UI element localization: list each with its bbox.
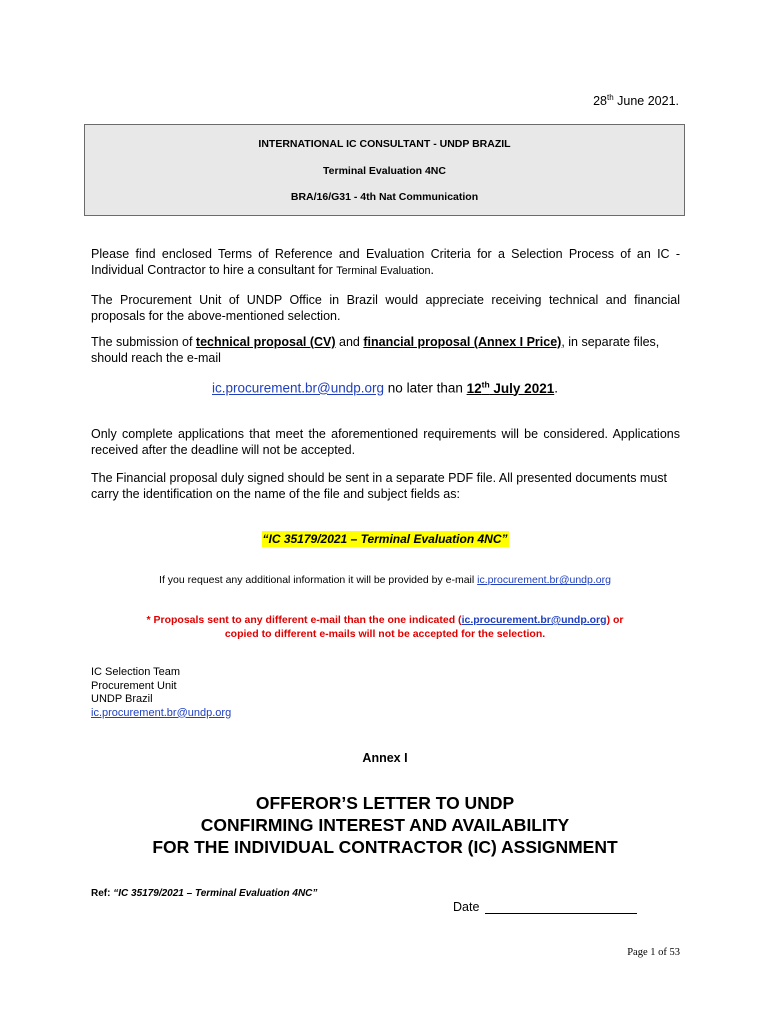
title-line-1: OFFEROR’S LETTER TO UNDP — [255, 793, 515, 813]
deadline-day: 12 — [466, 380, 482, 396]
header-subtitle: Terminal Evaluation 4NC — [323, 165, 446, 177]
warning-end: ) or — [606, 614, 624, 626]
date-field-label: Date — [453, 900, 480, 914]
date-blank-line[interactable] — [485, 900, 637, 914]
deadline-suffix: th — [481, 379, 490, 389]
signature-unit: Procurement Unit — [91, 679, 177, 692]
date-suffix: th — [606, 93, 614, 102]
date-rest: June 2021. — [613, 94, 679, 109]
deadline-date — [467, 381, 555, 396]
info-email-link[interactable]: ic.procurement.br@undp.org — [477, 574, 611, 586]
date-field — [453, 900, 637, 914]
info-line — [0, 574, 770, 586]
warning-line-1 — [0, 613, 770, 627]
submission-paragraph — [91, 334, 680, 366]
header-project: BRA/16/G31 - 4th Nat Communication — [290, 191, 479, 203]
identification-line — [0, 530, 770, 548]
procurement-email-link[interactable]: ic.procurement.br@undp.org — [212, 380, 385, 396]
intro-paragraph — [91, 246, 680, 279]
letter-date — [593, 93, 679, 108]
page-number: Page 1 of 53 — [627, 947, 680, 958]
signature-team: IC Selection Team — [91, 666, 181, 678]
header-title: INTERNATIONAL IC CONSULTANT - UNDP BRAZIL — [258, 138, 511, 150]
signature-block — [91, 666, 231, 720]
submission-start: The submission of — [91, 335, 196, 349]
applications-paragraph: Only complete applications that meet the aforementioned requirements will be considered. Applications received after the deadline will not be accepted. — [91, 427, 680, 457]
intro-end: . — [430, 263, 434, 277]
submission-and: and — [335, 335, 364, 349]
technical-proposal-label: technical proposal (CV) — [195, 335, 336, 349]
intro-text: Please find enclosed Terms of Reference and Evaluation Criteria for a Selection Process of an IC - Individual Contractor to hire a consultant for — [91, 247, 680, 277]
deadline-mid: no later than — [384, 380, 467, 396]
reference-value: “IC 35179/2021 – Terminal Evaluation 4NC” — [113, 888, 318, 899]
warning-start: * Proposals sent to any different e-mail than the one indicated ( — [146, 614, 462, 626]
header-box — [84, 124, 685, 216]
reference-line — [91, 888, 317, 899]
reference-label: Ref: — [91, 888, 114, 899]
warning-line-2: copied to different e-mails will not be accepted for the selection. — [224, 628, 546, 640]
warning-email-link[interactable]: ic.procurement.br@undp.org — [461, 614, 607, 626]
date-day: 28 — [593, 94, 607, 109]
signature-office: UNDP Brazil — [91, 693, 153, 705]
procurement-paragraph: The Procurement Unit of UNDP Office in Brazil would appreciate receiving technical and financial proposals for the above-mentioned selection. — [91, 293, 680, 323]
annex-heading: Annex I — [362, 751, 408, 765]
deadline-rest: July 2021 — [489, 380, 555, 396]
info-text: If you request any additional information it will be provided by e-mail — [159, 574, 478, 586]
deadline-line — [0, 379, 770, 396]
identification-highlight: “IC 35179/2021 – Terminal Evaluation 4NC” — [262, 532, 508, 546]
deadline-end: . — [554, 380, 558, 396]
signature-email-link[interactable]: ic.procurement.br@undp.org — [91, 706, 232, 719]
financial-paragraph: The Financial proposal duly signed should be sent in a separate PDF file. All presented documents must carry the identification on the name of the file and subject fields as: — [91, 471, 668, 501]
submission-end: , in separate files, should reach the e-mail — [91, 335, 660, 365]
letter-title — [0, 792, 770, 858]
title-line-3: FOR THE INDIVIDUAL CONTRACTOR (IC) ASSIGNMENT — [152, 837, 618, 857]
warning-notice — [0, 613, 770, 641]
title-line-2: CONFIRMING INTEREST AND AVAILABILITY — [200, 815, 570, 835]
financial-proposal-label: financial proposal (Annex I Price) — [363, 335, 562, 349]
intro-small-text: Terminal Evaluation — [336, 265, 431, 277]
